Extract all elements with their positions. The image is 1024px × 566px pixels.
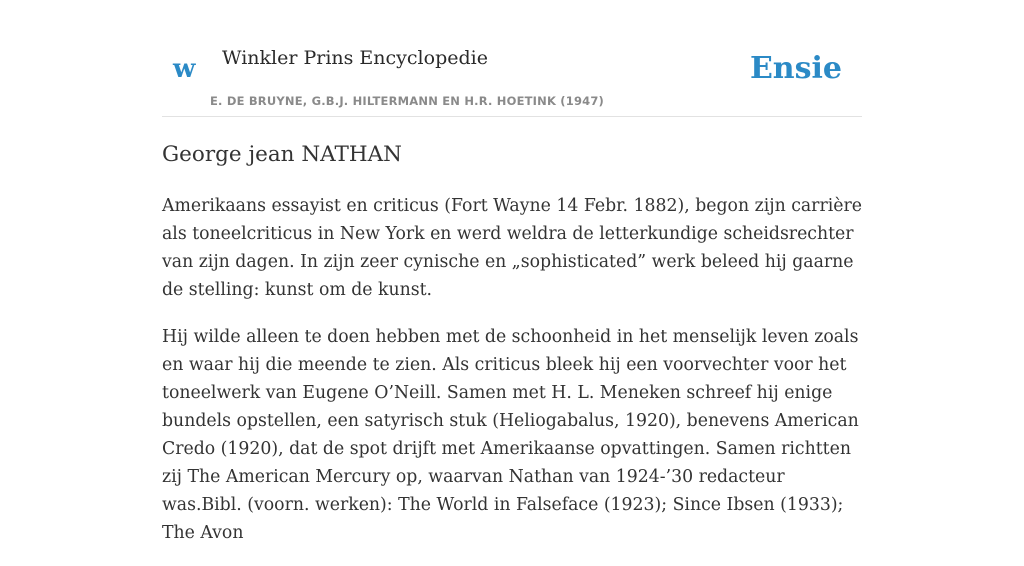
article-body xyxy=(162,192,864,566)
header xyxy=(162,0,862,117)
source-authors: E. DE BRUYNE, G.B.J. HILTERMANN EN H.R. HOETINK (1947) xyxy=(210,94,605,108)
entry-title: George jean NATHAN xyxy=(162,142,402,167)
article-paragraph-1: Amerikaans essayist en criticus (Fort Wayne 14 Febr. 1882), begon zijn carrière als toneelcriticus in New York en werd weldra de letterkundige scheidsrechter van zijn dagen. In zijn zeer cynische en „sophisticated” werk beleed hij gaarne de stelling: kunst om de kunst. xyxy=(162,196,862,300)
brand-logo-link[interactable]: Ensie xyxy=(749,51,842,86)
source-logo-icon[interactable]: w xyxy=(173,54,196,84)
article-paragraph-2: Hij wilde alleen te doen hebben met de schoonheid in het menselijk leven zoals en waar hij die meende te zien. Als criticus bleek hij een voorvechter voor het toneelwerk van Eugene O’Neill. Samen met H. L. Meneken schreef hij enige bundels opstellen, een satyrisch stuk (Heliogabalus, 1920), benevens American Credo (1920), dat de spot drijft met Amerikaanse opvattingen. Samen richtten zij The American Mercury op, waarvan Nathan van 1924-’30 redacteur was.Bibl. (voorn. werken): The World in Falseface (1923); Since Ibsen (1933); The Avon xyxy=(162,327,859,543)
source-title-link[interactable]: Winkler Prins Encyclopedie xyxy=(222,47,488,69)
